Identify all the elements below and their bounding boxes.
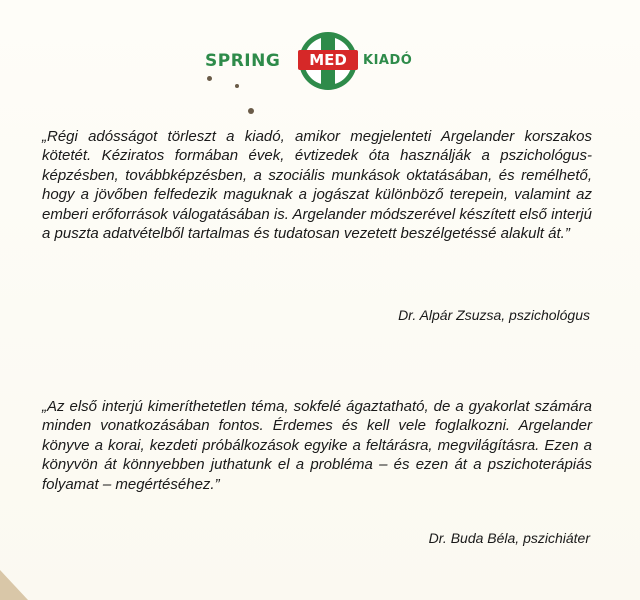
logo-kiado-text: KIADÓ: [363, 53, 413, 68]
quote-text: „Az első interjú kimeríthetetlen téma, sokfelé ágaztatható, de a gyakorlat számára minden vonatkozásában fontos. Érdemes és kell vele foglalkozni. Argelander könyve a korai, kezdeti próbálkozások egyike a feltárásra, megvilágításra. Ezen a könyvön át könnyebben juthatunk el a probléma – és ezen át a pszichoterápiás folyamat – megértéséhez.”: [42, 398, 592, 493]
publisher-logo: [205, 30, 435, 94]
quote-text: „Régi adósságot törleszt a kiadó, amikor megjelenteti Argelander korszakos kötetét. Kéziratos formában évek, évtizedek óta használják a pszichológus-képzésben, továbbképzésben, a szociális munkások oktatásában, és remélhető, hogy a jövőben felfedezik maguknak a jogászat különböző terepein, valamint az emberi erőforrások válogatásában is. Argelander módszerével készített első interjú a puszta adatvételből tartalmas és tudatosan vezetett beszélgetéssé alakult át.”: [42, 128, 592, 243]
paper-speck: [248, 108, 254, 114]
paper-speck: [207, 76, 212, 81]
quote-author: Dr. Alpár Zsuzsa, pszichológus: [398, 307, 590, 323]
paper-corner-decoration: [0, 570, 28, 600]
quote-author: Dr. Buda Béla, pszichiáter: [428, 530, 590, 546]
logo-spring-text: SPRING: [205, 51, 281, 71]
logo-med-badge: MED: [298, 50, 358, 70]
paper-speck: [235, 84, 239, 88]
